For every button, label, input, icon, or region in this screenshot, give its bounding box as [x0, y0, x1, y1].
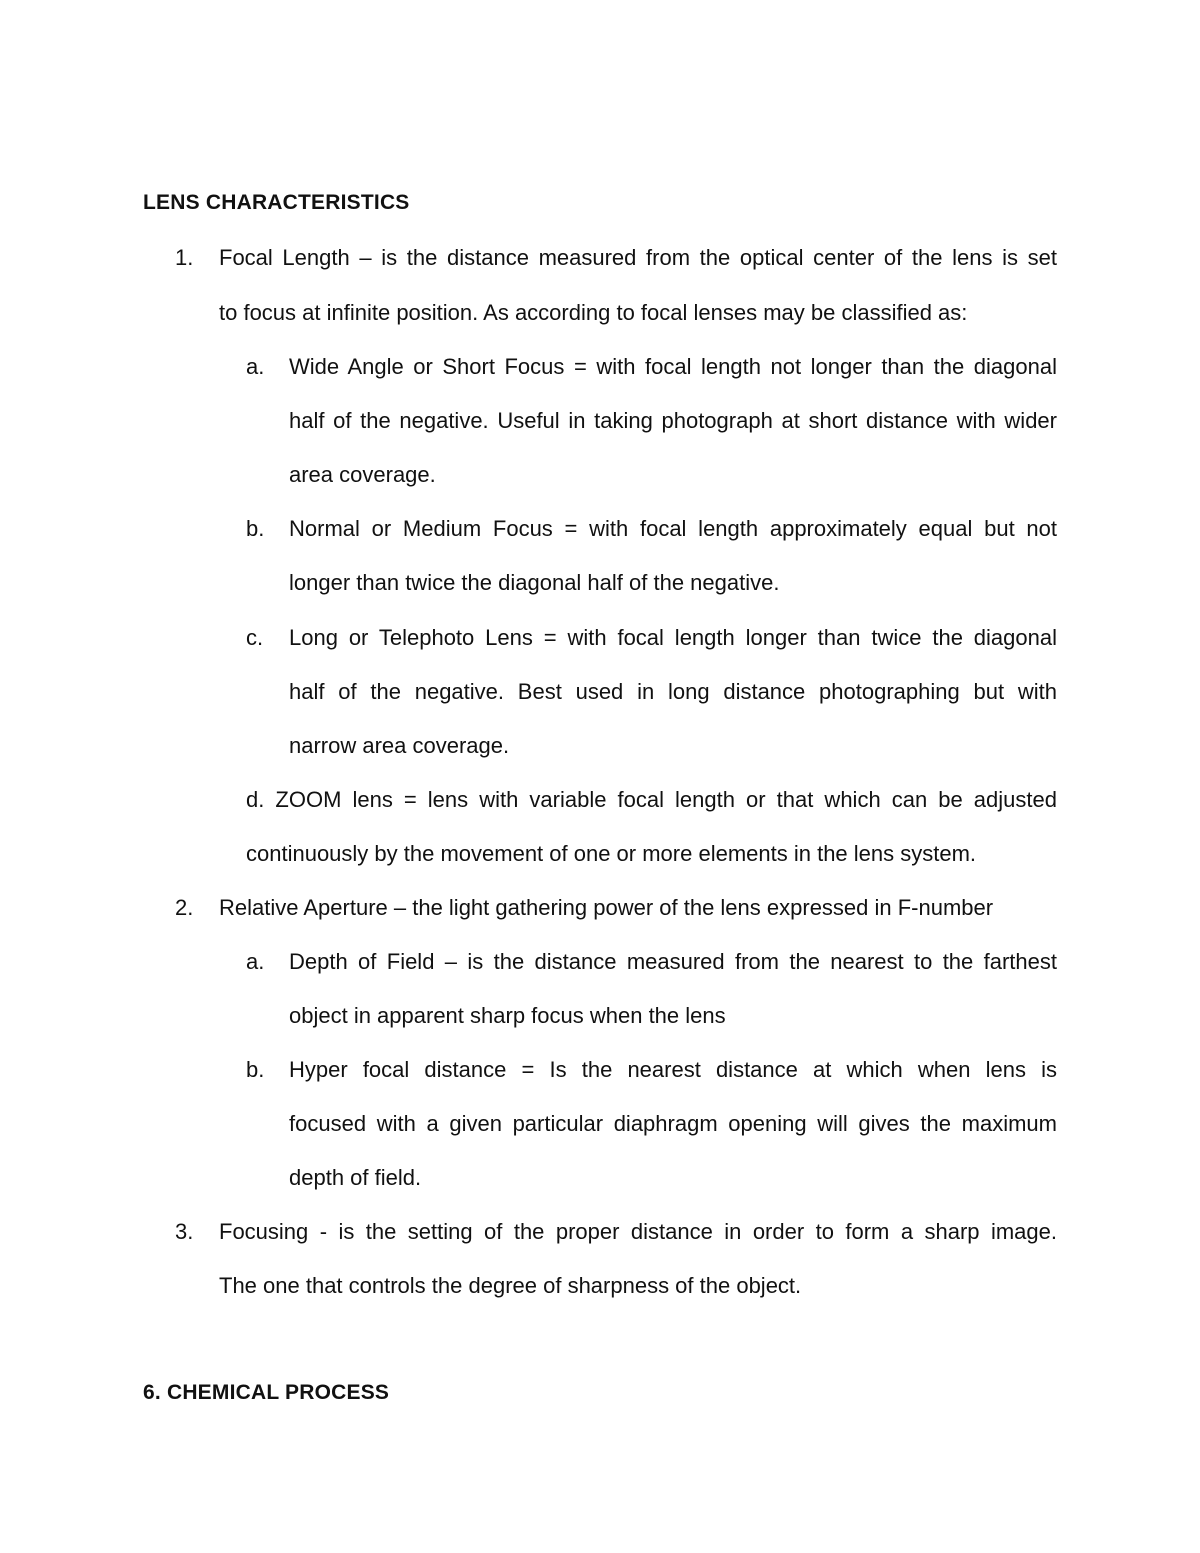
- list-marker-3: 3.: [175, 1219, 194, 1244]
- list-marker-1: 1.: [175, 245, 194, 270]
- item-2b-line-3: depth of field.: [289, 1165, 422, 1190]
- item-1b-line-2: longer than twice the diagonal half of the negative.: [289, 570, 780, 595]
- sub-marker-2a: a.: [246, 949, 265, 974]
- section-heading: 6. CHEMICAL PROCESS: [143, 1381, 390, 1404]
- sub-marker-1c: c.: [246, 625, 264, 650]
- item-1-line-1: Focal Length – is the distance measured from the optical center of the lens is set: [219, 245, 1057, 270]
- list-marker-2: 2.: [175, 895, 194, 920]
- item-3-line-2: The one that controls the degree of sharpness of the object.: [219, 1273, 802, 1298]
- item-1a-line-1: Wide Angle or Short Focus = with focal length not longer than the diagonal: [289, 354, 1057, 379]
- item-1c-line-1: Long or Telephoto Lens = with focal length longer than twice the diagonal: [289, 625, 1057, 650]
- item-1c-line-2: half of the negative. Best used in long distance photographing but with: [289, 679, 1057, 704]
- sub-marker-1a: a.: [246, 354, 265, 379]
- item-2b-line-1: Hyper focal distance = Is the nearest distance at which when lens is: [289, 1057, 1057, 1082]
- item-1d-line-1: d. ZOOM lens = lens with variable focal length or that which can be adjusted: [246, 787, 1057, 812]
- item-1a-line-2: half of the negative. Useful in taking photograph at short distance with wider: [289, 408, 1057, 433]
- item-1-line-2: to focus at infinite position. As according to focal lenses may be classified as:: [219, 300, 968, 325]
- item-2-line-1: Relative Aperture – the light gathering power of the lens expressed in F-number: [219, 895, 994, 920]
- sub-marker-1b: b.: [246, 516, 265, 541]
- item-1a-line-3: area coverage.: [289, 462, 436, 487]
- page-title: LENS CHARACTERISTICS: [143, 191, 410, 214]
- sub-marker-2b: b.: [246, 1057, 265, 1082]
- item-2b-line-2: focused with a given particular diaphragm opening will gives the maximum: [289, 1111, 1057, 1136]
- item-1d-line-2: continuously by the movement of one or more elements in the lens system.: [246, 841, 977, 866]
- item-1c-line-3: narrow area coverage.: [289, 733, 510, 758]
- item-2a-line-2: object in apparent sharp focus when the lens: [289, 1003, 726, 1028]
- item-2a-line-1: Depth of Field – is the distance measured from the nearest to the farthest: [289, 949, 1057, 974]
- item-3-line-1: Focusing - is the setting of the proper distance in order to form a sharp image.: [219, 1219, 1057, 1244]
- item-1b-line-1: Normal or Medium Focus = with focal length approximately equal but not: [289, 516, 1057, 541]
